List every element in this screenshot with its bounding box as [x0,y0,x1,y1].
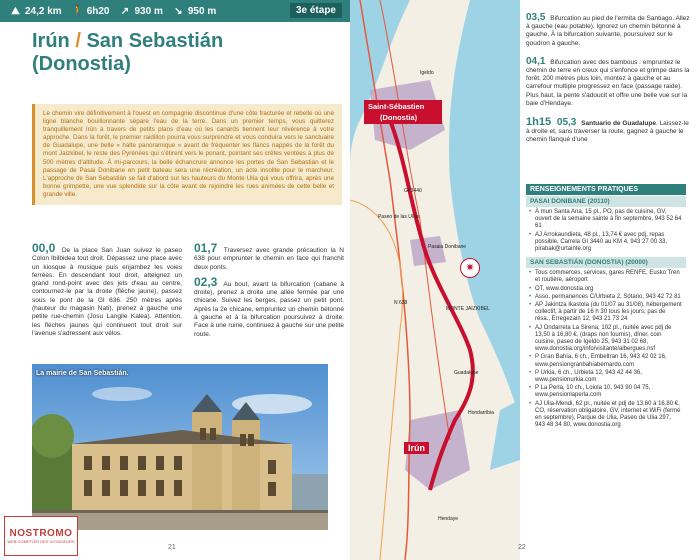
logo-subtitle: WEB COMPTOIR DES VOYAGEURS [7,539,75,544]
logo-name: NOSTROMO [9,528,73,539]
info-item: • P La Perla, 10 ch., Loiola 10, 943 90 04 75, www.pensionlaperla.com [528,385,682,399]
info-item: • AJ Ondarreta La Sirena, 102 pl., nuitée avec pdj de 13,50 à 16,80 €, (draps non fournis), dîner, coin cuisine, paseo de Igeldo 25, 943 31 02 68, www.donostia.org/info/visitante/albergues.nsf [528,325,682,354]
title-part1: Irún [32,30,70,52]
right-page-number: 22 [518,544,526,551]
step-km: 00,0 [32,241,56,255]
title-part3: (Donostia) [32,53,131,75]
step-km: 05,3 [556,117,577,129]
city-hall-photo [32,364,328,530]
walker-icon: 🚶 [71,5,85,17]
step-text: Au bout, avant la bifurcation (cabane à droite), prenez à droite une allée fermée par une chicane. Suivez les berges, passez un petit pont. Après la 2e chicane, empruntez un chemin bétonné à gauche et à la bifurcation poursuivez à droite. Face à une ruine, continuez à gauche sur une petite route. [194,280,345,338]
map-label: Hondarribia [468,410,494,416]
city-hall-illustration [32,364,328,530]
distance-value: 24,2 km [25,5,62,17]
info-section-title: SAN SEBASTIÁN (DONOSTIA) (20000) [526,257,686,268]
stage-badge: 3e étape [290,3,342,18]
step-time: 1h15 [526,116,552,129]
step-item-time: 1h15 05,3 Santuario de Guadalupe. Laissez-le à droite et, sans traverser la route, gagnez à gauche le chemin flanqué d'une [526,116,689,144]
distance-stat [10,6,62,17]
info-item: • AJ Arrokaundieta, 48 pl., 13,74 € avec pdj, repas possible, Carrela GI 3440 au KM 4, 943 27 00 33, pirabak@urtainte.org [528,232,682,254]
step-text: Traversez avec grande précaution la N 638 pour emprunter le chemin en face qui franchit deux ponts. [194,247,344,271]
info-item: • Tous commerces, services, gares RENFE, Eusko Tren et routière, aéroport [528,270,682,284]
info-item: • Asso. permanences C/Urbieta 2, Sótano, 943 42 72 81 [528,294,682,301]
step-text: Laissez-le à droite et, sans traverser la route, gagnez à gauche le chemin flanqué d'une [526,120,689,144]
ascent-value: 930 m [134,5,163,17]
duration-stat [72,6,110,17]
step-km: 01,7 [194,241,218,255]
map-label: Guadalupe [454,370,479,376]
intro-paragraph: Le chemin vire définitivement à l'ouest en compagnie discontinue d'une côte fracturée et rebelle où une ligne blanche bouillonnante sépare l'eau de la terre. Dans un premier temps, vous quitterez tranquillement Irún à travers de petits plans d'eau où les canards tiennent leur révérence à votre approche. Dans la forêt, le premier raidillon pourra vous surprendre et vous conduira vers le sanctuaire de Guadalupe, une belle « halte panoramique » avant de fréquenter les flancs nappés de la forêt du mont Jaizkibel, le reste des Pyrénées qui s'étirent vers le ponant, pointant ses crêtes ventées à plus de 500 mètres d'altitude. À mi-parcours, la belle échancrure annonce les portes de San Sebastián et le passage de Pasai Donibane en petit bateau sera une récréation, un acte insolite pour le marcheur. L'approche de San Sebastián se fait d'abord sur les hauteurs du Monte Ulía qui vous offrira, après une bonne grimpette, une vue splendide sur la côte avant de rejoindre les rues animées de cette belle et grande ville. [32,104,342,205]
step-column-2 [194,241,345,339]
map-city-label: Saint-Sébastien [368,102,425,111]
map-label: N 638 [394,300,408,306]
info-list-1 [526,207,686,256]
map-label: GI 3440 [404,188,422,194]
route-map-drawing [350,0,520,560]
map-label: MONTE JAIZKIBEL [446,306,490,312]
descent-stat [173,6,216,17]
step-item [194,274,345,339]
publisher-logo [4,516,78,556]
map-label: Igeldo [420,70,434,76]
step-item [194,241,344,272]
stage-stats-bar [0,0,350,22]
info-item: • P Gran Bahía, 6 ch., Embeltran 16, 943 42 02 16, www.pensiongranbahiabernardo.com [528,354,682,368]
step-item [526,14,694,48]
map-label: Hendaye [438,516,459,522]
photo-caption: La mairie de San Sebastián. [36,370,129,377]
info-item: • AP Jakintza Ikastola (du 01/07 au 31/08), hébergement collectif, à partir de 16 h 30 tous les jours, pas de résa., Erregezain 12, 943 21 73 24 [528,302,682,324]
step-item [526,55,694,108]
route-steps-right [526,14,694,155]
step-item [32,241,182,338]
route-map [350,0,520,560]
info-item: • P Urkia, 6 ch., Urbieta 12, 943 42 44 36, www.pensionurkia.com [528,370,682,384]
step-km: 02,3 [194,274,218,289]
title-slash: / [75,30,81,52]
info-section-title: PASAI DONIBANE (20110) [526,196,686,207]
descent-value: 950 m [187,5,217,17]
duration-value: 6h20 [86,5,110,17]
ascent-stat [120,6,163,17]
step-km: 03,5 [526,12,546,23]
info-item: • AJ Ulia-Mendi, 62 pl., nuitée et pdj de 13,60 à 16,80 €, CO, réservation obligatoire, GV, internet et WiFi (fermé en septembre), Parque de Ulia, Paseo de Ulia 297, 943 48 34 80, www.donostia.org [528,401,682,430]
title-part2: San Sebastián [86,30,224,52]
step-place: Santuario de Guadalupe [581,120,656,128]
step-text: De la place San Juan suivez le paseo Colon Ibilbidea tout droit. Dépassez une place avec un kiosque à musique puis enjambez les voies ferrées. En descendant tout droit, atteignez un grand rond-point avec des jets d'eau au centre, contournez-le par la droite (flèche jaune), passez sous le pont de la GI 636. 250 mètres après (hauteur du magasin Nati), prenez à gauche une petite rue-chemin (Josu Langile Kalea). Attention, les flèches jaunes qui continuent tout droit sur l'avenue s'adressent aux vélos. [32,247,182,337]
info-item: • À mun Santa Ana, 15 pl., PO, pas de cuisine, GV, ouvert de la semaine sainte à fin septembre, 943 52 64 61 [528,209,682,231]
compass-icon: ✷ [460,258,480,278]
map-label: Pasaia Donibane [428,244,467,250]
left-page-number: 21 [168,544,176,551]
page-title [32,30,332,76]
step-text: Bifurcation au pied de l'ermita de Santiago. Allez à gauche (eau potable). Ignorez un chemin bétonné à gauche. À la bifurcation suivante, poursuivez sur le goudron à gauche. [526,15,690,47]
info-heading: RENSEIGNEMENTS PRATIQUES [526,184,686,195]
map-end-city-label: Irún [404,442,429,454]
info-list-2 [526,268,686,432]
descent-icon: ↘ [174,5,183,17]
map-city-label-alt: (Donostia) [380,113,418,122]
step-column-1 [32,241,182,339]
info-item: • OT, www.donostia.org [528,286,682,293]
route-steps-left [32,241,352,339]
step-text: Bifurcation avec des bambous : empruntez le chemin de terre en creux qui s'enfonce et grimpe dans la forêt. 200 mètres plus loin, montez à gauche et au carrefour multiple progressez en face (passage raide). Plus haut, la pente s'adoucit et offre une belle vue sur la baie d'Hendaye. [526,58,690,107]
map-label: Paseo de las Ulías [378,214,420,220]
step-km: 04,1 [526,55,546,67]
practical-info-box [526,184,686,432]
hiker-icon: ⛰ [11,5,20,17]
right-page [350,0,700,560]
ascent-icon: ↗ [120,5,130,17]
